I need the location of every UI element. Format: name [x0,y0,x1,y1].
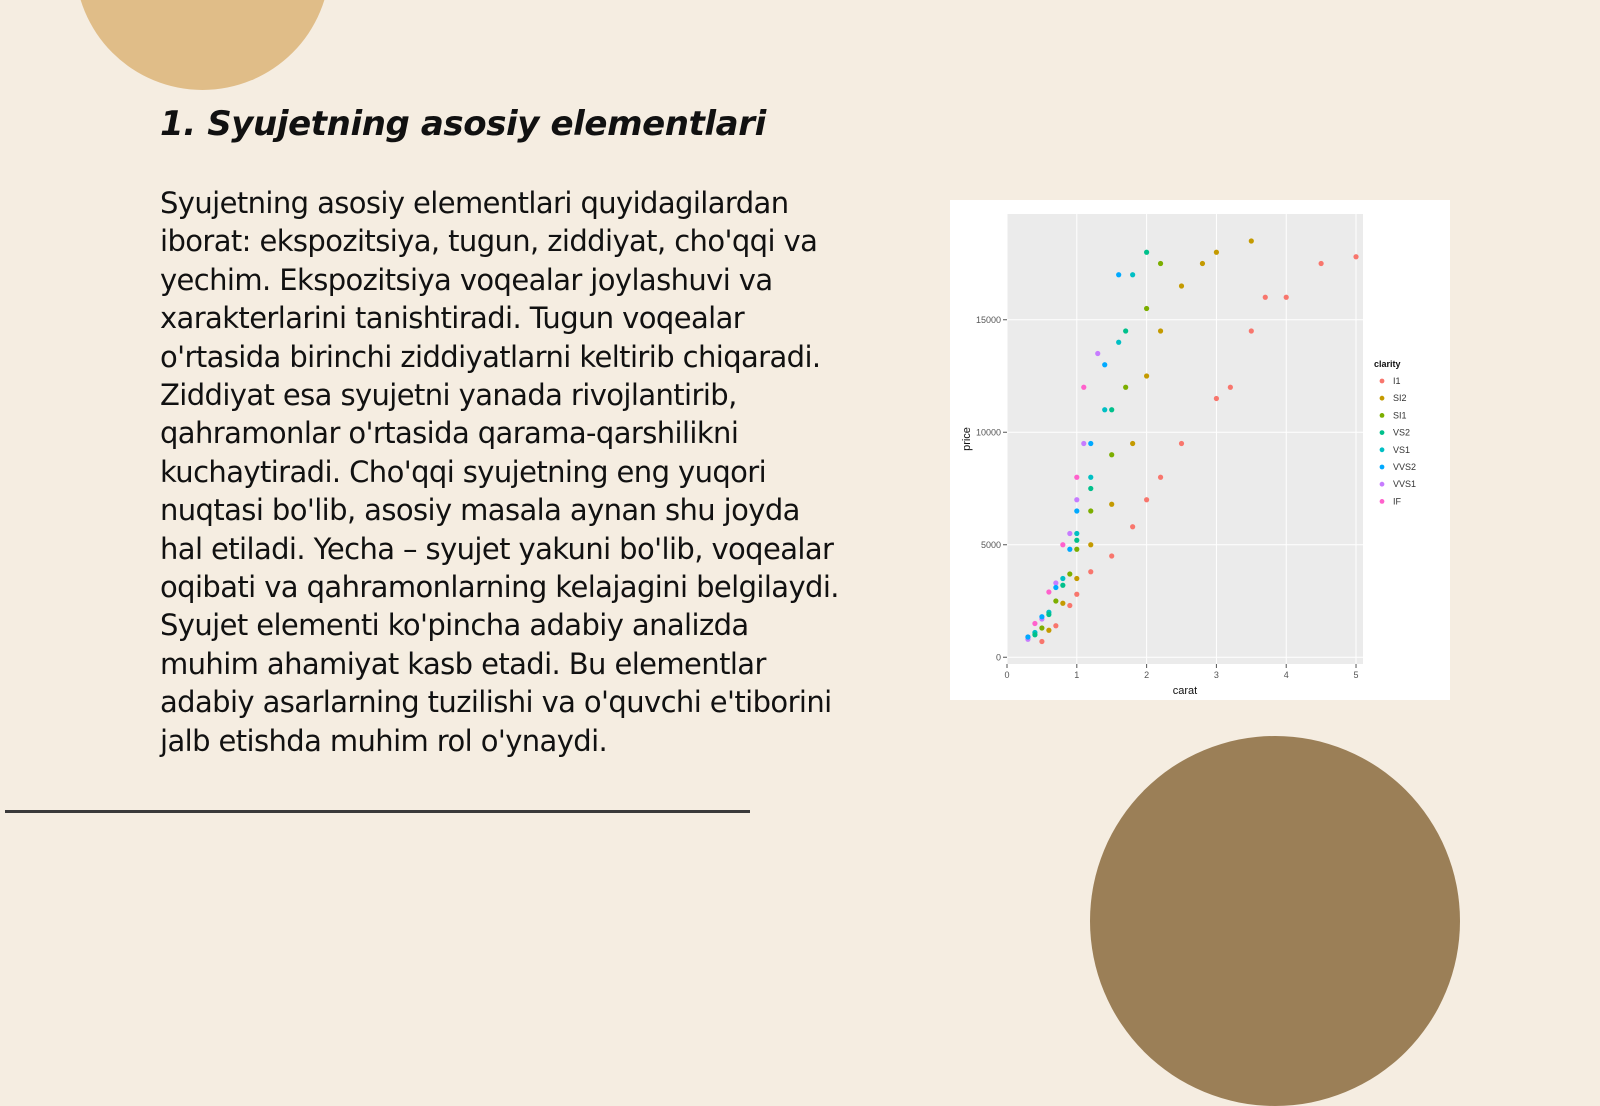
x-tick-label: 4 [1283,670,1289,680]
scatter-point [1067,571,1072,576]
scatter-point [1144,306,1149,311]
decorative-circle-bottom [1090,736,1460,1106]
scatter-point [1053,623,1058,628]
scatter-point [1046,612,1051,617]
y-tick-label: 0 [995,652,1001,663]
slide-body-text: Syujetning asosiy elementlari quyidagilardan iborat: ekspozitsiya, tugun, ziddiyat, cho'qqi va yechim. Ekspozitsiya voqealar joylashuvi va xarakterlarini tanishtiradi. Tugun voqealar o'rtasida birinchi ziddiyatlarni keltirib chiqaradi. Ziddiyat esa syujetni yanada rivojlantirib, qahramonlar o'rtasida qarama-qarshilikni kuchaytiradi. Cho'qqi syujetning eng yuqori nuqtasi bo'lib, asosiy masala aynan shu joyda hal etiladi. Yecha – syujet yakuni bo'lib, voqealar oqibati va qahramonlarning kelajagini belgilaydi. Syujet elementi ko'pincha adabiy analizda muhim ahamiyat kasb etadi. Bu elementlar adabiy asarlarning tuzilishi va o'quvchi e'tiborini jalb etishda muhim rol o'ynaydi. [160,186,839,758]
y-tick-label: 10000 [975,427,1001,438]
scatter-point [1130,524,1135,529]
legend-label: SI1 [1393,410,1407,421]
scatter-point [1088,542,1093,547]
legend-swatch [1380,465,1385,470]
scatter-point [1095,351,1100,356]
scatter-point [1144,250,1149,255]
legend-label: VVS1 [1393,479,1417,490]
scatter-point [1053,598,1058,603]
scatter-point [1060,576,1065,581]
scatter-point [1088,508,1093,513]
legend-label: VVS2 [1393,462,1417,472]
chart-image [950,200,1450,700]
scatter-point [1046,628,1051,633]
scatter-point [1214,396,1219,401]
scatter-point [1116,272,1121,277]
legend-swatch [1380,379,1385,384]
divider-line [5,810,750,813]
x-tick-label: 5 [1353,670,1359,680]
legend-swatch [1380,430,1385,435]
scatter-point [1200,261,1205,266]
scatter-point [1144,497,1149,502]
scatter-point [1130,441,1135,446]
scatter-point [1081,441,1086,446]
legend-title: clarity [1374,359,1401,369]
scatter-point [1025,634,1030,639]
scatter-point [1053,585,1058,590]
slide-title: 1. Syujetning asosiy elementlari [160,104,766,144]
scatter-point [1116,340,1121,345]
legend-swatch [1380,499,1385,504]
scatter-point [1074,497,1079,502]
scatter-point [1144,373,1149,378]
scatter-point [1074,547,1079,552]
scatter-point [1214,250,1219,255]
scatter-point [1074,508,1079,513]
scatter-point [1102,407,1107,412]
scatter-point [1032,621,1037,626]
scatter-chart [950,200,1450,700]
scatter-point [1088,441,1093,446]
scatter-point [1179,441,1184,446]
x-axis-label: carat [1172,685,1198,697]
scatter-point [1263,295,1268,300]
scatter-point [1088,475,1093,480]
scatter-point [1039,614,1044,619]
scatter-point [1319,261,1324,266]
x-tick-label: 3 [1213,670,1219,680]
scatter-point [1228,385,1233,390]
scatter-point [1046,589,1051,594]
scatter-point [1179,283,1184,288]
scatter-point [1039,639,1044,644]
legend-label: SI2 [1393,393,1407,404]
scatter-point [1249,238,1254,243]
scatter-point [1074,531,1079,536]
scatter-point [1060,583,1065,588]
y-tick-label: 5000 [980,539,1001,550]
scatter-point [1109,452,1114,457]
scatter-point [1158,328,1163,333]
scatter-point [1158,475,1163,480]
legend-label: VS2 [1393,427,1411,438]
y-axis-label: price [961,427,973,451]
scatter-point [1032,632,1037,637]
scatter-point [1067,547,1072,552]
scatter-point [1088,486,1093,491]
legend-swatch [1380,482,1385,487]
x-tick-label: 2 [1144,670,1150,680]
scatter-point [1353,254,1358,259]
scatter-point [1067,603,1072,608]
legend-swatch [1380,413,1385,418]
scatter-point [1109,553,1114,558]
scatter-point [1053,580,1058,585]
legend-label: IF [1393,496,1401,507]
scatter-point [1074,592,1079,597]
scatter-point [1088,569,1093,574]
plot-panel [1007,214,1363,664]
legend-label: VS1 [1393,444,1411,455]
scatter-point [1130,272,1135,277]
scatter-point [1074,475,1079,480]
scatter-point [1074,576,1079,581]
scatter-point [1123,328,1128,333]
x-tick-label: 0 [1004,670,1010,680]
legend-label: I1 [1393,376,1401,386]
scatter-point [1060,601,1065,606]
scatter-point [1284,295,1289,300]
scatter-point [1109,407,1114,412]
scatter-point [1158,261,1163,266]
y-tick-label: 15000 [975,314,1001,325]
scatter-point [1081,385,1086,390]
x-tick-label: 1 [1074,670,1080,680]
scatter-point [1249,328,1254,333]
scatter-point [1067,531,1072,536]
scatter-point [1102,362,1107,367]
scatter-point [1074,538,1079,543]
scatter-point [1060,542,1065,547]
legend-swatch [1380,396,1385,401]
legend-swatch [1380,447,1385,452]
scatter-point [1039,625,1044,630]
scatter-point [1109,502,1114,507]
decorative-circle-top [75,0,330,90]
scatter-point [1123,385,1128,390]
